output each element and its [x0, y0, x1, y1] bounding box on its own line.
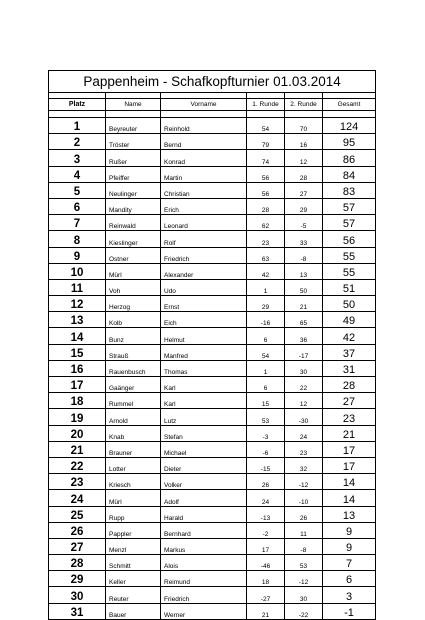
cell-vorname: Leonard: [161, 215, 247, 231]
cell-runde2: -12: [285, 474, 323, 490]
cell-platz: 13: [49, 312, 106, 328]
cell-runde2: -17: [285, 344, 323, 360]
cell-gesamt: 17: [323, 441, 376, 457]
cell-gesamt: 17: [323, 457, 376, 473]
cell-gesamt: 14: [323, 490, 376, 506]
cell-runde2: 36: [285, 328, 323, 344]
cell-runde2: -22: [285, 603, 323, 619]
cell-name: Keller: [106, 571, 161, 587]
cell-name: Bauer: [106, 603, 161, 619]
cell-name: Schmitt: [106, 555, 161, 571]
cell-vorname: Adolf: [161, 490, 247, 506]
cell-runde1: 18: [247, 571, 285, 587]
cell-runde2: 29: [285, 198, 323, 214]
cell-runde1: 29: [247, 296, 285, 312]
cell-runde1: 1: [247, 279, 285, 295]
cell-vorname: Bernd: [161, 134, 247, 150]
cell-runde2: 65: [285, 312, 323, 328]
cell-gesamt: 31: [323, 360, 376, 376]
cell-platz: 27: [49, 538, 106, 554]
cell-vorname: Ernst: [161, 296, 247, 312]
cell-runde2: 28: [285, 166, 323, 182]
cell-runde2: 24: [285, 425, 323, 441]
cell-name: Mandity: [106, 198, 161, 214]
cell-vorname: Christian: [161, 182, 247, 198]
cell-runde2: 30: [285, 360, 323, 376]
cell-runde2: -12: [285, 571, 323, 587]
cell-runde2: 23: [285, 441, 323, 457]
cell-platz: 20: [49, 425, 106, 441]
table-row: [49, 247, 376, 263]
cell-runde1: 17: [247, 538, 285, 554]
cell-platz: 12: [49, 296, 106, 312]
table-row: [49, 555, 376, 571]
cell-vorname: Karl: [161, 377, 247, 393]
table-row: [49, 328, 376, 344]
cell-vorname: Rolf: [161, 231, 247, 247]
cell-runde1: -6: [247, 441, 285, 457]
cell-name: Mürl: [106, 490, 161, 506]
cell-runde2: 70: [285, 118, 323, 134]
cell-runde2: 50: [285, 279, 323, 295]
cell-runde1: 15: [247, 393, 285, 409]
table-row: [49, 522, 376, 538]
cell-runde2: 11: [285, 522, 323, 538]
cell-platz: 25: [49, 506, 106, 522]
cell-gesamt: 42: [323, 328, 376, 344]
table-row: [49, 263, 376, 279]
table-row: [49, 360, 376, 376]
cell-gesamt: 95: [323, 134, 376, 150]
cell-name: Kolb: [106, 312, 161, 328]
cell-runde2: 30: [285, 587, 323, 603]
table-row: [49, 279, 376, 295]
cell-platz: 29: [49, 571, 106, 587]
cell-vorname: Manfred: [161, 344, 247, 360]
cell-vorname: Markus: [161, 538, 247, 554]
cell-platz: 16: [49, 360, 106, 376]
table-row: [49, 603, 376, 619]
cell-runde2: -8: [285, 538, 323, 554]
cell-runde1: 56: [247, 182, 285, 198]
table-row: [49, 344, 376, 360]
cell-platz: 18: [49, 393, 106, 409]
cell-platz: 4: [49, 166, 106, 182]
header-runde2: 2. Runde: [285, 99, 323, 111]
cell-platz: 8: [49, 231, 106, 247]
cell-gesamt: 6: [323, 571, 376, 587]
cell-runde2: -5: [285, 215, 323, 231]
cell-vorname: Michael: [161, 441, 247, 457]
page-title: Pappenheim - Schafkopfturnier 01.03.2014: [49, 71, 376, 93]
cell-platz: 6: [49, 198, 106, 214]
cell-vorname: Bernhard: [161, 522, 247, 538]
cell-gesamt: 23: [323, 409, 376, 425]
cell-name: Tröster: [106, 134, 161, 150]
results-sheet: [48, 70, 375, 620]
cell-platz: 21: [49, 441, 106, 457]
cell-vorname: Erich: [161, 198, 247, 214]
table-row: [49, 506, 376, 522]
cell-gesamt: 83: [323, 182, 376, 198]
cell-runde1: -46: [247, 555, 285, 571]
cell-gesamt: 84: [323, 166, 376, 182]
cell-gesamt: 124: [323, 118, 376, 134]
header-runde1: 1. Runde: [247, 99, 285, 111]
cell-gesamt: 57: [323, 215, 376, 231]
cell-name: Rupp: [106, 506, 161, 522]
cell-vorname: Harald: [161, 506, 247, 522]
cell-gesamt: 13: [323, 506, 376, 522]
cell-name: Knab: [106, 425, 161, 441]
cell-platz: 22: [49, 457, 106, 473]
table-row: [49, 215, 376, 231]
cell-name: Brauner: [106, 441, 161, 457]
table-row: [49, 198, 376, 214]
table-row: [49, 134, 376, 150]
cell-name: Pappler: [106, 522, 161, 538]
table-row: [49, 538, 376, 554]
cell-platz: 17: [49, 377, 106, 393]
header-platz: Platz: [49, 99, 106, 111]
cell-name: Gaänger: [106, 377, 161, 393]
cell-gesamt: 86: [323, 150, 376, 166]
table-row: [49, 425, 376, 441]
cell-name: Kieslinger: [106, 231, 161, 247]
table-row: [49, 571, 376, 587]
table-row: [49, 490, 376, 506]
cell-gesamt: 37: [323, 344, 376, 360]
cell-vorname: Martin: [161, 166, 247, 182]
cell-runde2: 53: [285, 555, 323, 571]
cell-gesamt: 21: [323, 425, 376, 441]
cell-runde1: 21: [247, 603, 285, 619]
cell-runde1: -2: [247, 522, 285, 538]
cell-vorname: Karl: [161, 393, 247, 409]
cell-platz: 19: [49, 409, 106, 425]
cell-vorname: Volker: [161, 474, 247, 490]
cell-runde1: 56: [247, 166, 285, 182]
cell-platz: 30: [49, 587, 106, 603]
cell-vorname: Udo: [161, 279, 247, 295]
header-name: Name: [106, 99, 161, 111]
cell-runde2: 21: [285, 296, 323, 312]
cell-gesamt: 14: [323, 474, 376, 490]
table-row: [49, 296, 376, 312]
header-row: [49, 99, 376, 111]
cell-vorname: Konrad: [161, 150, 247, 166]
cell-gesamt: -1: [323, 603, 376, 619]
table-row: [49, 118, 376, 134]
results-table: [48, 70, 376, 620]
table-row: [49, 182, 376, 198]
header-vorname: Vorname: [161, 99, 247, 111]
cell-name: Reuter: [106, 587, 161, 603]
cell-platz: 3: [49, 150, 106, 166]
cell-name: Reinwald: [106, 215, 161, 231]
cell-platz: 7: [49, 215, 106, 231]
cell-vorname: Reinhold: [161, 118, 247, 134]
cell-platz: 15: [49, 344, 106, 360]
table-row: [49, 231, 376, 247]
cell-runde1: 6: [247, 377, 285, 393]
cell-name: Bunz: [106, 328, 161, 344]
cell-runde2: 32: [285, 457, 323, 473]
cell-platz: 26: [49, 522, 106, 538]
cell-vorname: Dieter: [161, 457, 247, 473]
table-row: [49, 150, 376, 166]
cell-runde1: -15: [247, 457, 285, 473]
cell-gesamt: 57: [323, 198, 376, 214]
cell-platz: 14: [49, 328, 106, 344]
cell-platz: 28: [49, 555, 106, 571]
table-row: [49, 441, 376, 457]
cell-vorname: Alexander: [161, 263, 247, 279]
cell-runde1: 74: [247, 150, 285, 166]
cell-name: Lotter: [106, 457, 161, 473]
cell-gesamt: 50: [323, 296, 376, 312]
cell-vorname: Alois: [161, 555, 247, 571]
cell-platz: 10: [49, 263, 106, 279]
cell-vorname: Friedrich: [161, 247, 247, 263]
header-gesamt: Gesamt: [323, 99, 376, 111]
cell-runde1: 6: [247, 328, 285, 344]
cell-name: Menzl: [106, 538, 161, 554]
cell-vorname: Eich: [161, 312, 247, 328]
cell-runde1: -3: [247, 425, 285, 441]
table-row: [49, 312, 376, 328]
cell-platz: 9: [49, 247, 106, 263]
table-row: [49, 587, 376, 603]
cell-runde1: 28: [247, 198, 285, 214]
cell-name: Beyreuter: [106, 118, 161, 134]
cell-name: Herzog: [106, 296, 161, 312]
cell-platz: 2: [49, 134, 106, 150]
table-row: [49, 166, 376, 182]
cell-runde2: 27: [285, 182, 323, 198]
cell-gesamt: 7: [323, 555, 376, 571]
table-row: [49, 409, 376, 425]
cell-runde2: -10: [285, 490, 323, 506]
cell-runde1: 42: [247, 263, 285, 279]
cell-runde2: 33: [285, 231, 323, 247]
cell-runde2: 26: [285, 506, 323, 522]
cell-name: Neulinger: [106, 182, 161, 198]
cell-name: Pfeiffer: [106, 166, 161, 182]
cell-name: Mürl: [106, 263, 161, 279]
cell-runde1: -13: [247, 506, 285, 522]
cell-name: Rußer: [106, 150, 161, 166]
cell-gesamt: 56: [323, 231, 376, 247]
cell-platz: 1: [49, 118, 106, 134]
cell-runde1: 53: [247, 409, 285, 425]
cell-runde2: -30: [285, 409, 323, 425]
cell-gesamt: 3: [323, 587, 376, 603]
cell-vorname: Helmut: [161, 328, 247, 344]
table-row: [49, 393, 376, 409]
table-row: [49, 457, 376, 473]
cell-runde1: 54: [247, 118, 285, 134]
cell-gesamt: 55: [323, 263, 376, 279]
cell-runde1: 24: [247, 490, 285, 506]
cell-runde2: -8: [285, 247, 323, 263]
cell-name: Rauenbusch: [106, 360, 161, 376]
cell-gesamt: 51: [323, 279, 376, 295]
cell-runde1: -27: [247, 587, 285, 603]
table-row: [49, 377, 376, 393]
cell-runde1: 54: [247, 344, 285, 360]
cell-platz: 5: [49, 182, 106, 198]
cell-name: Kriesch: [106, 474, 161, 490]
cell-vorname: Thomas: [161, 360, 247, 376]
cell-runde1: 1: [247, 360, 285, 376]
spacer-row: [49, 111, 376, 118]
cell-vorname: Friedrich: [161, 587, 247, 603]
cell-runde2: 12: [285, 150, 323, 166]
cell-name: Strauß: [106, 344, 161, 360]
cell-gesamt: 9: [323, 538, 376, 554]
cell-name: Rummel: [106, 393, 161, 409]
cell-runde2: 22: [285, 377, 323, 393]
cell-runde1: -16: [247, 312, 285, 328]
cell-runde1: 23: [247, 231, 285, 247]
cell-name: Ostner: [106, 247, 161, 263]
cell-gesamt: 55: [323, 247, 376, 263]
cell-runde1: 79: [247, 134, 285, 150]
cell-platz: 11: [49, 279, 106, 295]
cell-platz: 24: [49, 490, 106, 506]
cell-platz: 31: [49, 603, 106, 619]
cell-gesamt: 49: [323, 312, 376, 328]
cell-runde2: 13: [285, 263, 323, 279]
cell-gesamt: 27: [323, 393, 376, 409]
cell-gesamt: 9: [323, 522, 376, 538]
cell-runde2: 12: [285, 393, 323, 409]
cell-name: Voh: [106, 279, 161, 295]
cell-runde2: 16: [285, 134, 323, 150]
cell-name: Arnold: [106, 409, 161, 425]
cell-vorname: Werner: [161, 603, 247, 619]
cell-runde1: 63: [247, 247, 285, 263]
cell-runde1: 26: [247, 474, 285, 490]
cell-vorname: Stefan: [161, 425, 247, 441]
table-row: [49, 474, 376, 490]
cell-vorname: Lutz: [161, 409, 247, 425]
cell-platz: 23: [49, 474, 106, 490]
cell-runde1: 62: [247, 215, 285, 231]
cell-vorname: Reimund: [161, 571, 247, 587]
cell-gesamt: 28: [323, 377, 376, 393]
